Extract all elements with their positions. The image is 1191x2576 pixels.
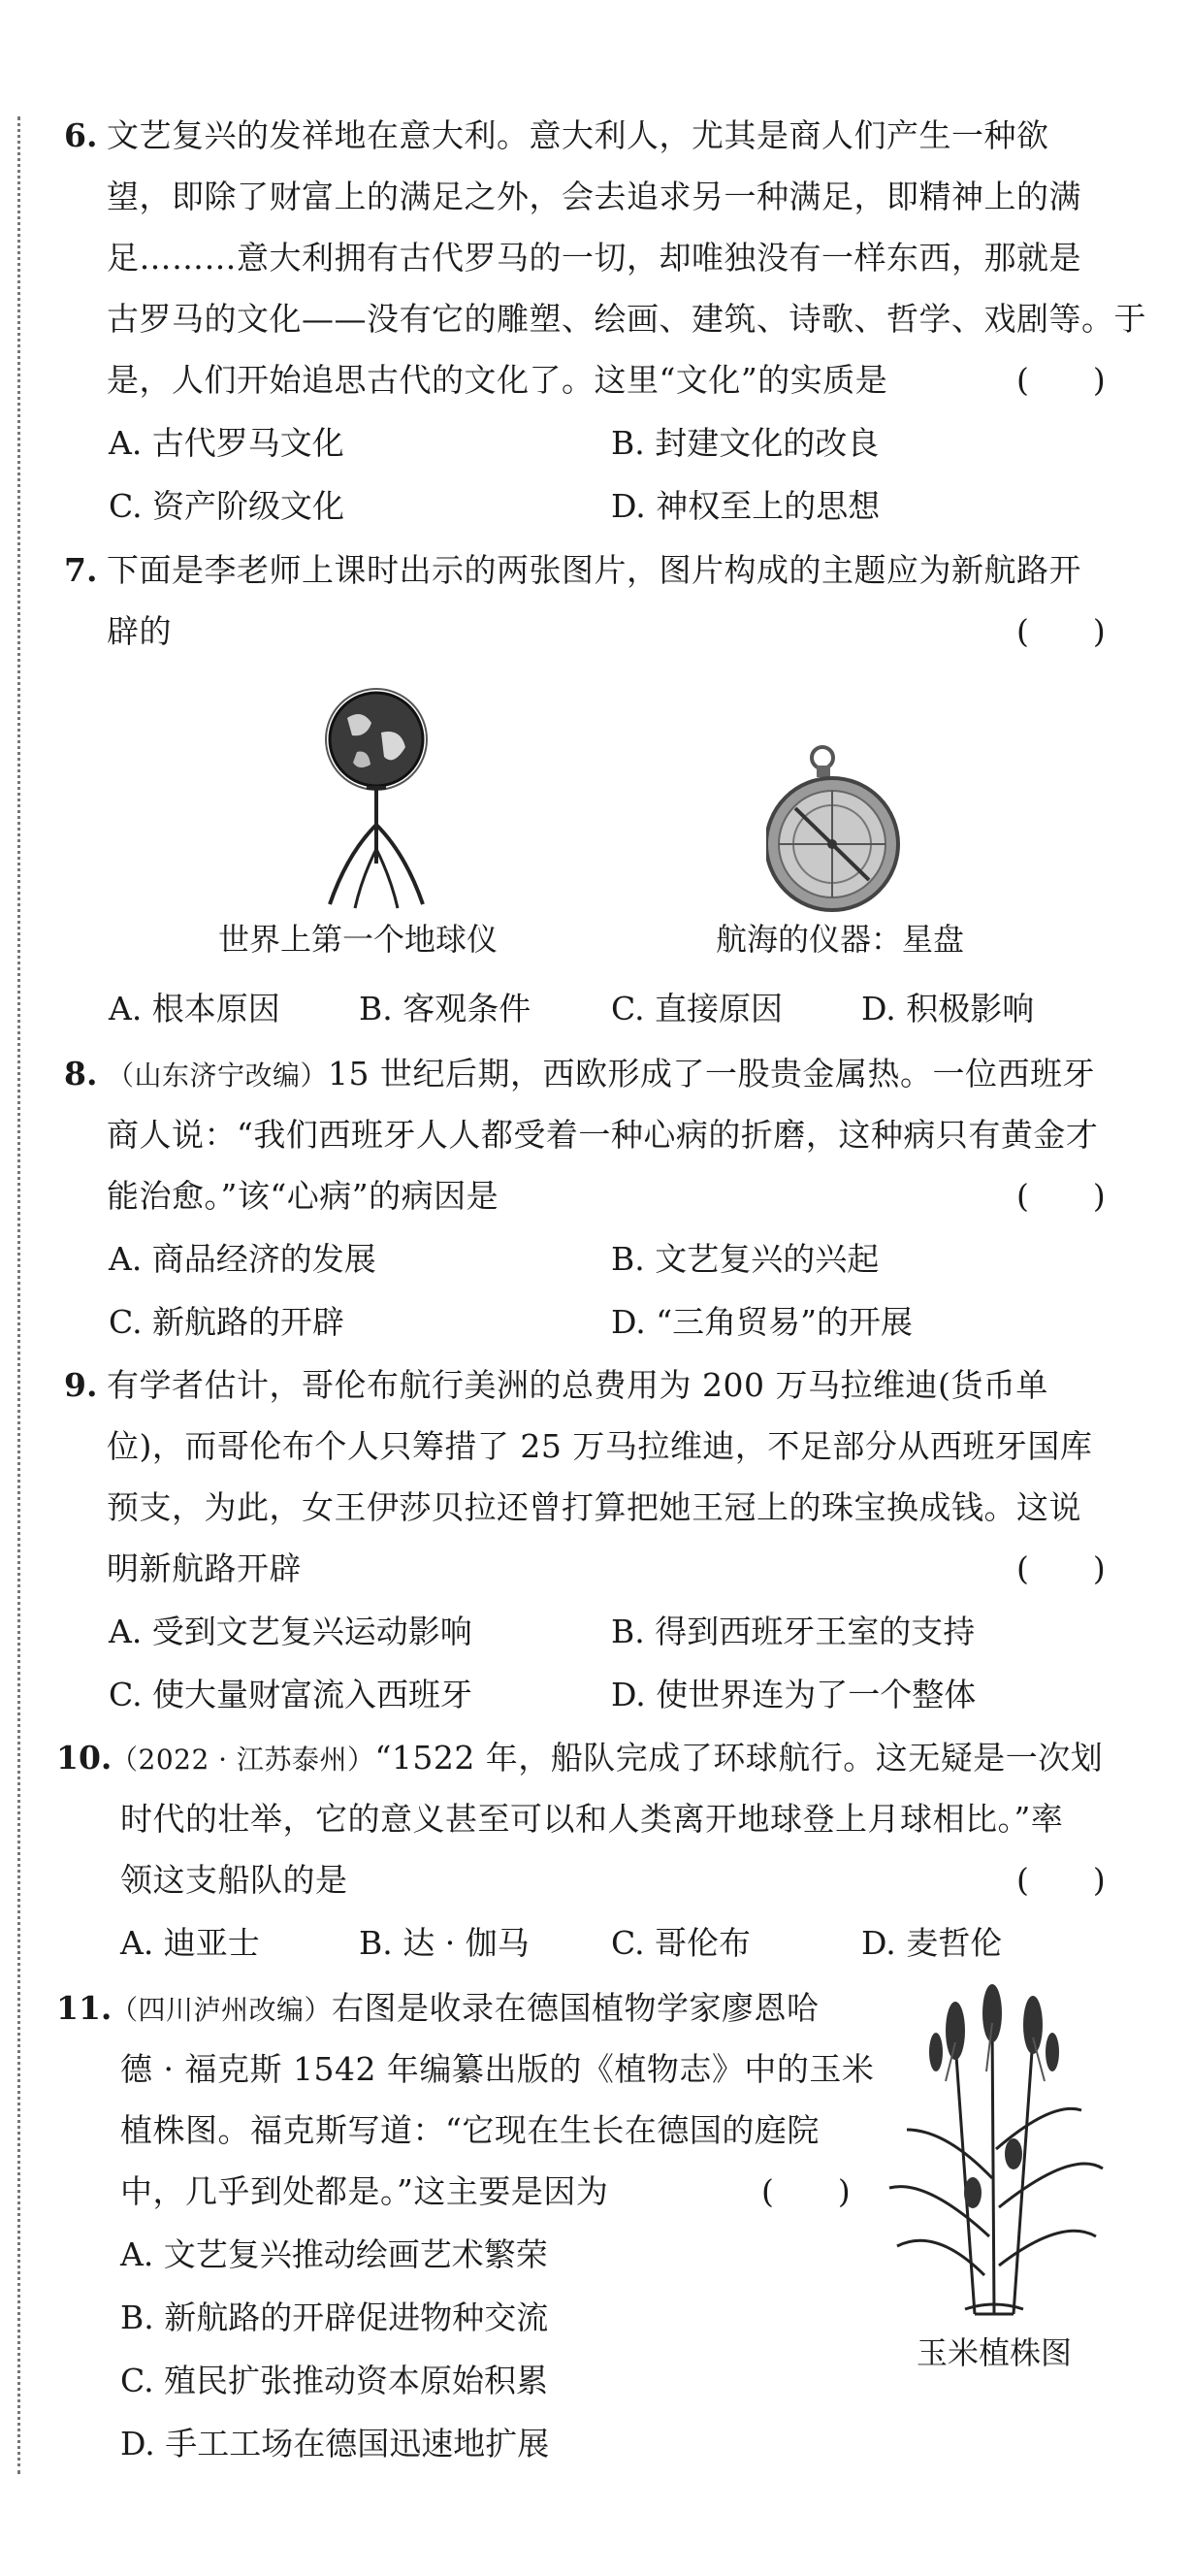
- option-a: A. 商品经济的发展: [109, 1240, 376, 1278]
- question-number: 8.: [64, 1055, 98, 1092]
- answer-parentheses: ( ): [1016, 1861, 1106, 1899]
- option-c: C. 使大量财富流入西班牙: [109, 1676, 473, 1713]
- question-source: （山东济宁改编）: [107, 1060, 329, 1092]
- question-text-line: 植株图。福克斯写道：“它现在生长在德国的庭院: [120, 2111, 820, 2149]
- option-d: D. 积极影响: [861, 990, 1035, 1027]
- option-b: B. 达 · 伽马: [359, 1924, 530, 1962]
- answer-parentheses: ( ): [1016, 612, 1106, 650]
- option-d: D. 麦哲伦: [861, 1924, 1003, 1962]
- figure-caption-astrolabe: 航海的仪器：星盘: [716, 921, 965, 958]
- question-text-line: 能治愈。”该“心病”的病因是: [107, 1177, 499, 1215]
- option-b: B. 封建文化的改良: [611, 424, 880, 462]
- question-text: “1522 年，船队完成了环球航行。这无疑是一次划: [374, 1739, 1104, 1777]
- option-b: B. 得到西班牙王室的支持: [611, 1613, 976, 1650]
- option-c: C. 直接原因: [611, 990, 784, 1027]
- option-d: D. 神权至上的思想: [611, 487, 881, 525]
- question-text-line: 中，几乎到处都是。”这主要是因为: [120, 2172, 609, 2210]
- question-text-line: 是，人们开始追思古代的文化了。这里“文化”的实质是: [107, 361, 888, 399]
- figure-caption-corn: 玉米植株图: [917, 2334, 1073, 2371]
- question-text-line: 文艺复兴的发祥地在意大利。意大利人，尤其是商人们产生一种欲: [107, 116, 1049, 154]
- question-text-line: 德 · 福克斯 1542 年编纂出版的《植物志》中的玉米: [120, 2050, 875, 2088]
- option-d: D. “三角贸易”的开展: [611, 1303, 914, 1341]
- figure-caption-globe: 世界上第一个地球仪: [218, 921, 499, 958]
- question-text-line: 领这支船队的是: [120, 1861, 348, 1899]
- question-text: 右图是收录在德国植物学家廖恩哈: [332, 1989, 820, 2027]
- option-c: C. 哥伦布: [611, 1924, 752, 1962]
- option-c: C. 新航路的开辟: [109, 1303, 345, 1341]
- question-text: 15 世纪后期，西欧形成了一股贵金属热。一位西班牙: [328, 1055, 1095, 1092]
- option-a: A. 根本原因: [109, 990, 280, 1027]
- option-d: D. 使世界连为了一个整体: [611, 1676, 977, 1713]
- option-c: C. 殖民扩张推动资本原始积累: [120, 2362, 549, 2399]
- question-text-line: 商人说：“我们西班牙人人都受着一种心病的折磨，这种病只有黄金才: [107, 1116, 1099, 1154]
- question-text-line: 古罗马的文化——没有它的雕塑、绘画、建筑、诗歌、哲学、戏剧等。于: [107, 300, 1146, 338]
- question-text-line: 位)，而哥伦布个人只筹措了 25 万马拉维迪，不足部分从西班牙国库: [107, 1427, 1093, 1465]
- answer-parentheses: ( ): [1016, 361, 1106, 399]
- question-text-line: [111, 1739, 1103, 1779]
- option-a: A. 受到文艺复兴运动影响: [109, 1613, 472, 1650]
- question-number: 10.: [56, 1739, 113, 1777]
- question-text-line: 足………意大利拥有古代罗马的一切，却唯独没有一样东西，那就是: [107, 239, 1081, 277]
- option-a: A. 古代罗马文化: [109, 424, 344, 462]
- answer-parentheses: ( ): [761, 2172, 851, 2210]
- question-number: 9.: [64, 1366, 98, 1404]
- question-text-line: 有学者估计，哥伦布航行美洲的总费用为 200 万马拉维迪(货币单: [107, 1366, 1048, 1404]
- corn-plant-illustration: [878, 1984, 1111, 2319]
- answer-parentheses: ( ): [1016, 1177, 1106, 1215]
- question-source: （四川泸州改编）: [111, 1994, 333, 2026]
- globe-illustration: [308, 679, 444, 917]
- option-a: A. 迪亚士: [120, 1924, 260, 1962]
- option-d: D. 手工工场在德国迅速地扩展: [120, 2425, 550, 2462]
- binding-margin-dotted-line: [17, 116, 20, 2474]
- astrolabe-illustration: [766, 742, 912, 917]
- question-text-line: 时代的壮举，它的意义甚至可以和人类离开地球登上月球相比。”率: [120, 1800, 1064, 1838]
- option-b: B. 文艺复兴的兴起: [611, 1240, 880, 1278]
- question-text-line: 下面是李老师上课时出示的两张图片，图片构成的主题应为新航路开: [107, 551, 1081, 589]
- question-number: 11.: [56, 1989, 113, 2027]
- option-b: B. 客观条件: [359, 990, 531, 1027]
- question-text-line: 辟的: [107, 612, 172, 650]
- question-number: 6.: [64, 116, 98, 154]
- question-number: 7.: [64, 551, 98, 589]
- question-source: （2022 · 江苏泰州）: [111, 1744, 375, 1776]
- question-text-line: 明新航路开辟: [107, 1549, 302, 1587]
- question-text-line: 预支，为此，女王伊莎贝拉还曾打算把她王冠上的珠宝换成钱。这说: [107, 1488, 1081, 1526]
- question-text-line: [107, 1055, 1095, 1095]
- option-c: C. 资产阶级文化: [109, 487, 345, 525]
- question-text-line: [111, 1989, 820, 2030]
- answer-parentheses: ( ): [1016, 1549, 1106, 1587]
- option-b: B. 新航路的开辟促进物种交流: [120, 2299, 549, 2336]
- option-a: A. 文艺复兴推动绘画艺术繁荣: [120, 2235, 548, 2273]
- question-text-line: 望，即除了财富上的满足之外，会去追求另一种满足，即精神上的满: [107, 178, 1081, 215]
